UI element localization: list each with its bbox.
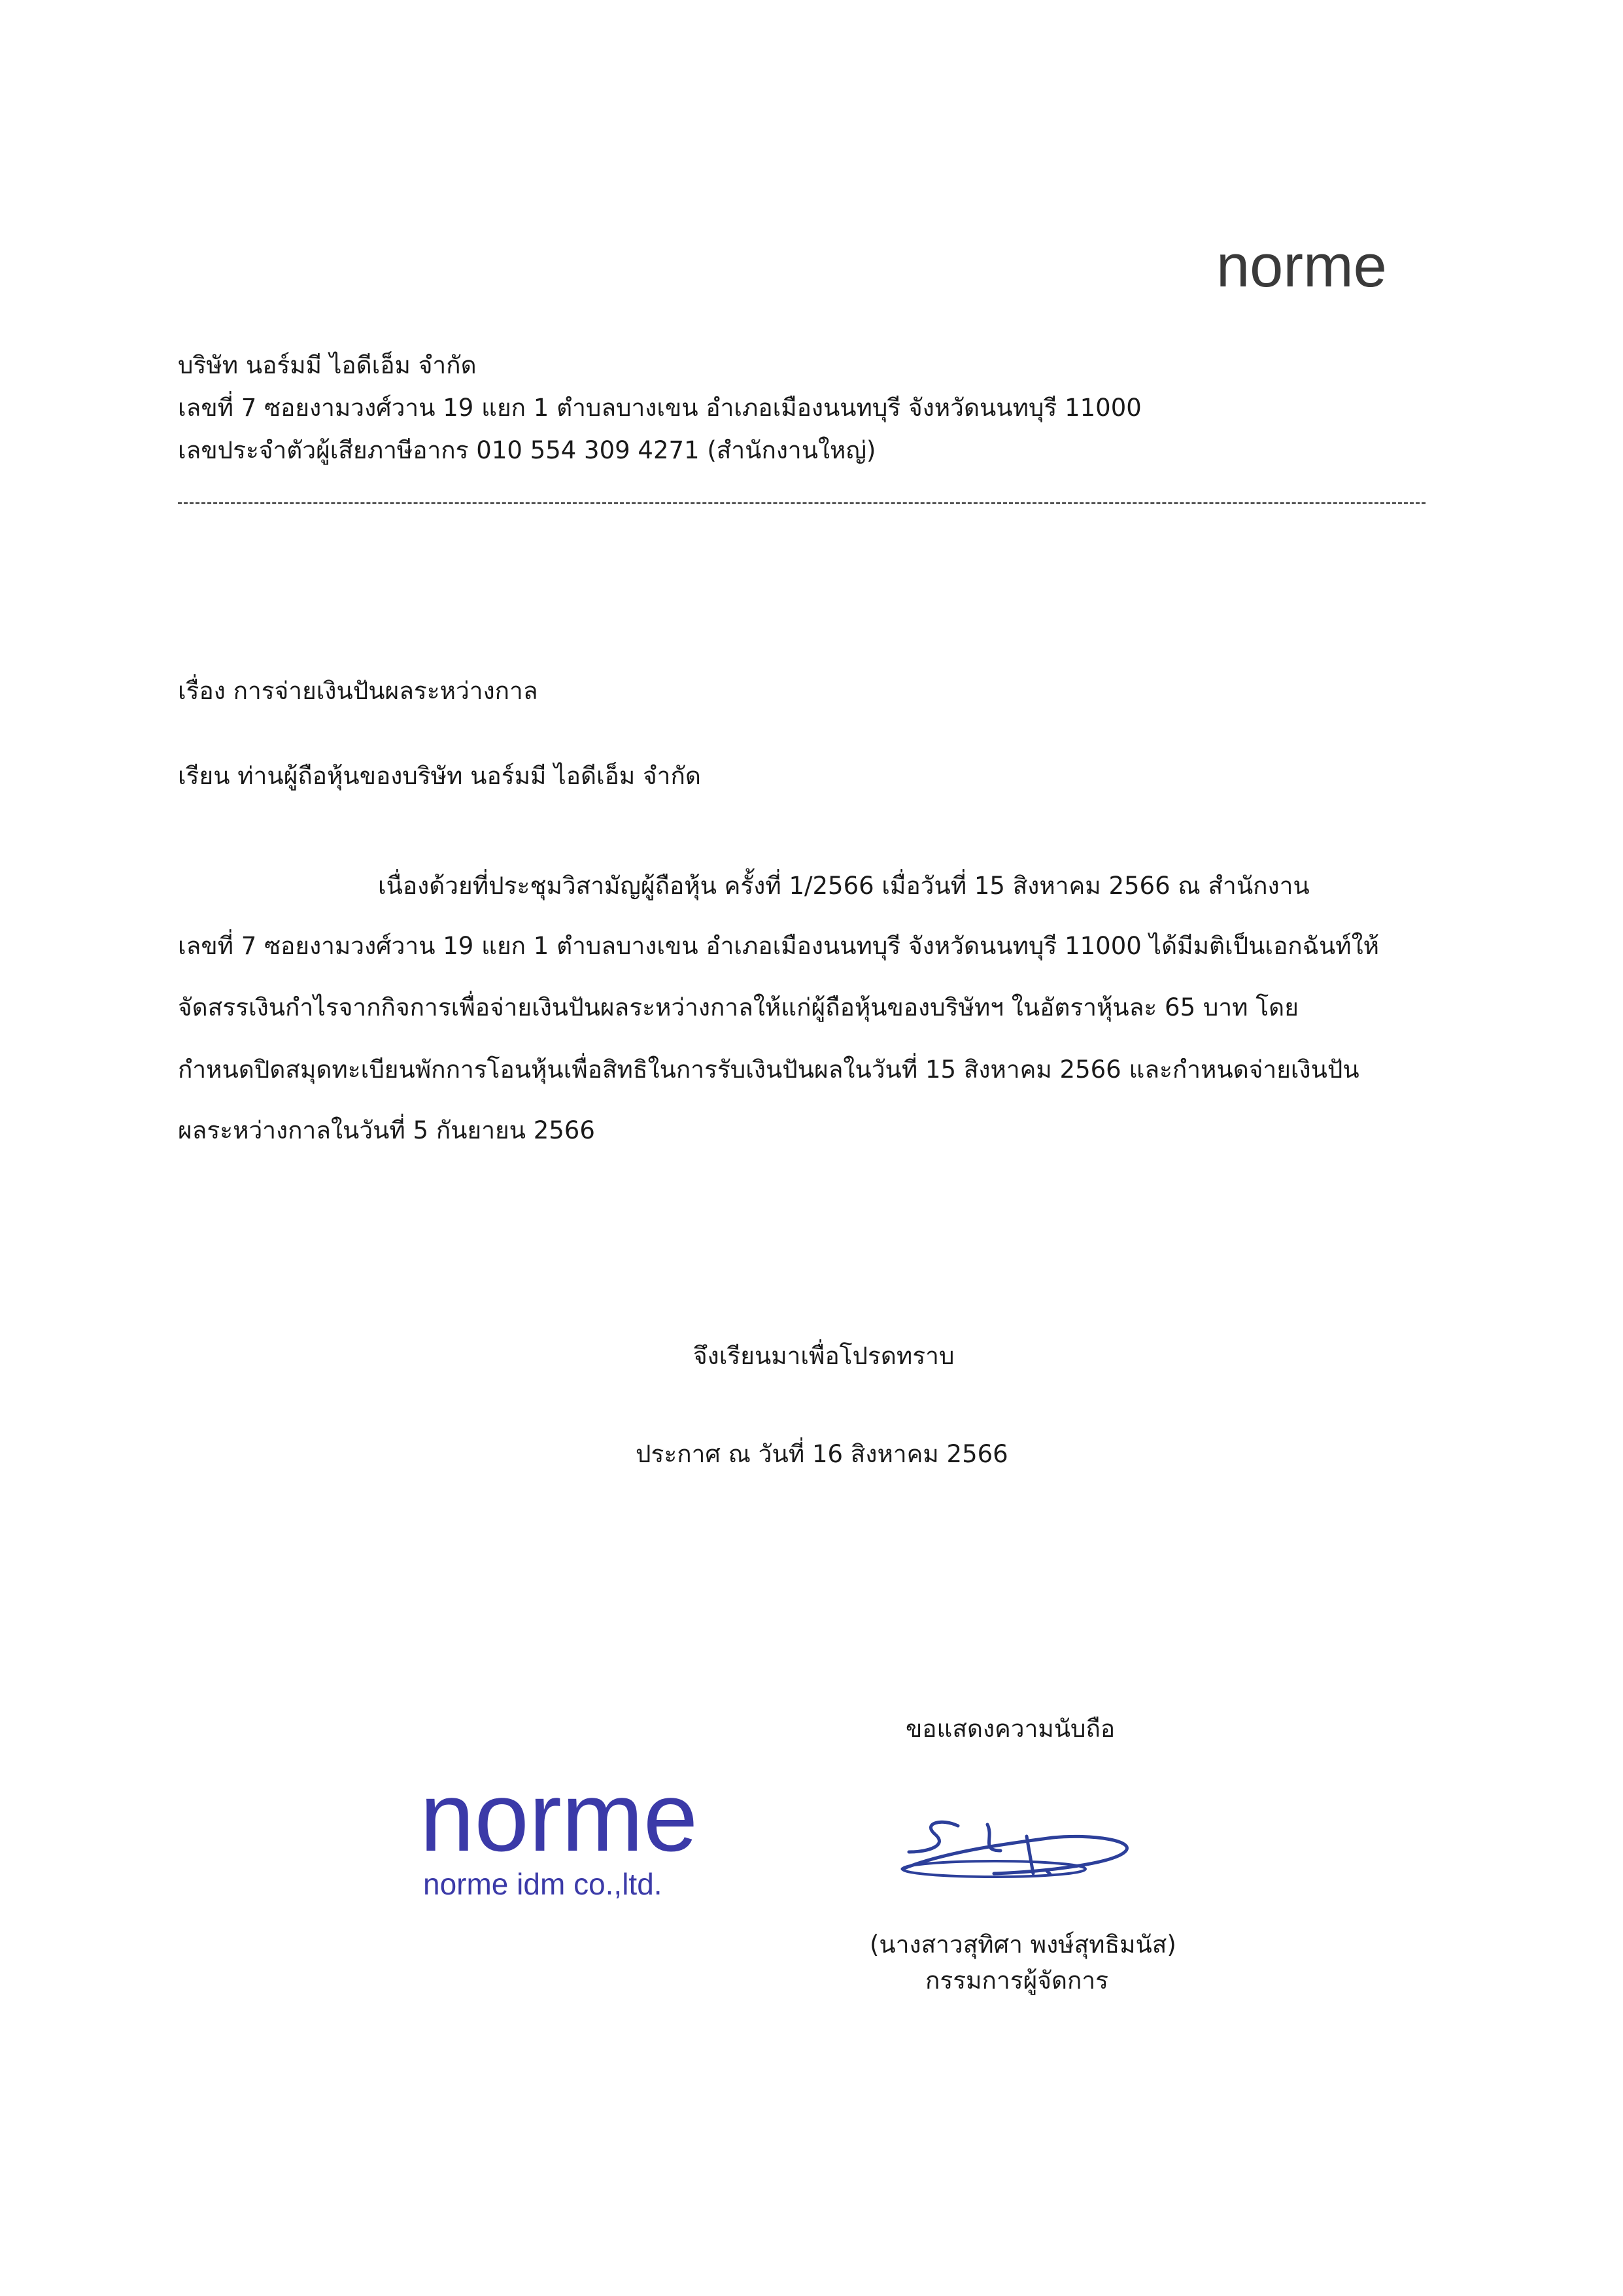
closing-text: จึงเรียนมาเพื่อโปรดทราบ: [693, 1342, 955, 1370]
announce-date: ประกาศ ณ วันที่ 16 สิงหาคม 2566: [636, 1440, 1008, 1468]
body-line: เนื่องด้วยที่ประชุมวิสามัญผู้ถือหุ้น ครั้งที่ 1/2566 เมื่อวันที่ 15 สิงหาคม 2566 ณ สำนักงาน: [378, 872, 1310, 900]
company-logo: [1216, 235, 1426, 303]
body-line: เลขที่ 7 ซอยงามวงศ์วาน 19 แยก 1 ตำบลบางเขน อำเภอเมืองนนทบุรี จังหวัดนนทบุรี 11000 ได้มีมติเป็นเอกฉันท์ให้: [178, 932, 1380, 960]
norme-logo-graphic: [1216, 235, 1426, 301]
regards-text: ขอแสดงความนับถือ: [906, 1715, 1116, 1743]
handwritten-signature: [896, 1811, 1144, 1899]
header-divider: [178, 502, 1426, 504]
svg-text:norme: norme: [1216, 235, 1387, 300]
company-stamp: [420, 1766, 812, 1906]
letter-subject: เรื่อง การจ่ายเงินปันผลระหว่างกาล: [178, 677, 538, 705]
svg-text:norme idm co.,ltd.: norme idm co.,ltd.: [423, 1867, 662, 1901]
company-address: เลขที่ 7 ซอยงามวงศ์วาน 19 แยก 1 ตำบลบางเขน อำเภอเมืองนนทบุรี จังหวัดนนทบุรี 11000: [178, 394, 1142, 422]
signature-graphic: [896, 1811, 1144, 1896]
company-name: บริษัท นอร์มมี ไอดีเอ็ม จำกัด: [178, 351, 477, 379]
body-line: ผลระหว่างกาลในวันที่ 5 กันยายน 2566: [178, 1116, 595, 1144]
tax-id: เลขประจำตัวผู้เสียภาษีอากร 010 554 309 4271 (สำนักงานใหญ่): [178, 436, 876, 464]
stamp-graphic: [420, 1766, 812, 1903]
signer-title: กรรมการผู้จัดการ: [925, 1966, 1109, 1995]
body-line: จัดสรรเงินกำไรจากกิจการเพื่อจ่ายเงินปันผลระหว่างกาลให้แก่ผู้ถือหุ้นของบริษัทฯ ในอัตราหุ้นละ 65 บาท โดย: [178, 993, 1299, 1021]
svg-text:norme: norme: [420, 1766, 698, 1872]
letter-recipient: เรียน ท่านผู้ถือหุ้นของบริษัท นอร์มมี ไอดีเอ็ม จำกัด: [178, 762, 701, 790]
signer-name: (นางสาวสุทิศา พงษ์สุทธิมนัส): [870, 1930, 1176, 1959]
body-line: กำหนดปิดสมุดทะเบียนพักการโอนหุ้นเพื่อสิทธิในการรับเงินปันผลในวันที่ 15 สิงหาคม 2566 และกำหนดจ่ายเงินปัน: [178, 1055, 1359, 1084]
